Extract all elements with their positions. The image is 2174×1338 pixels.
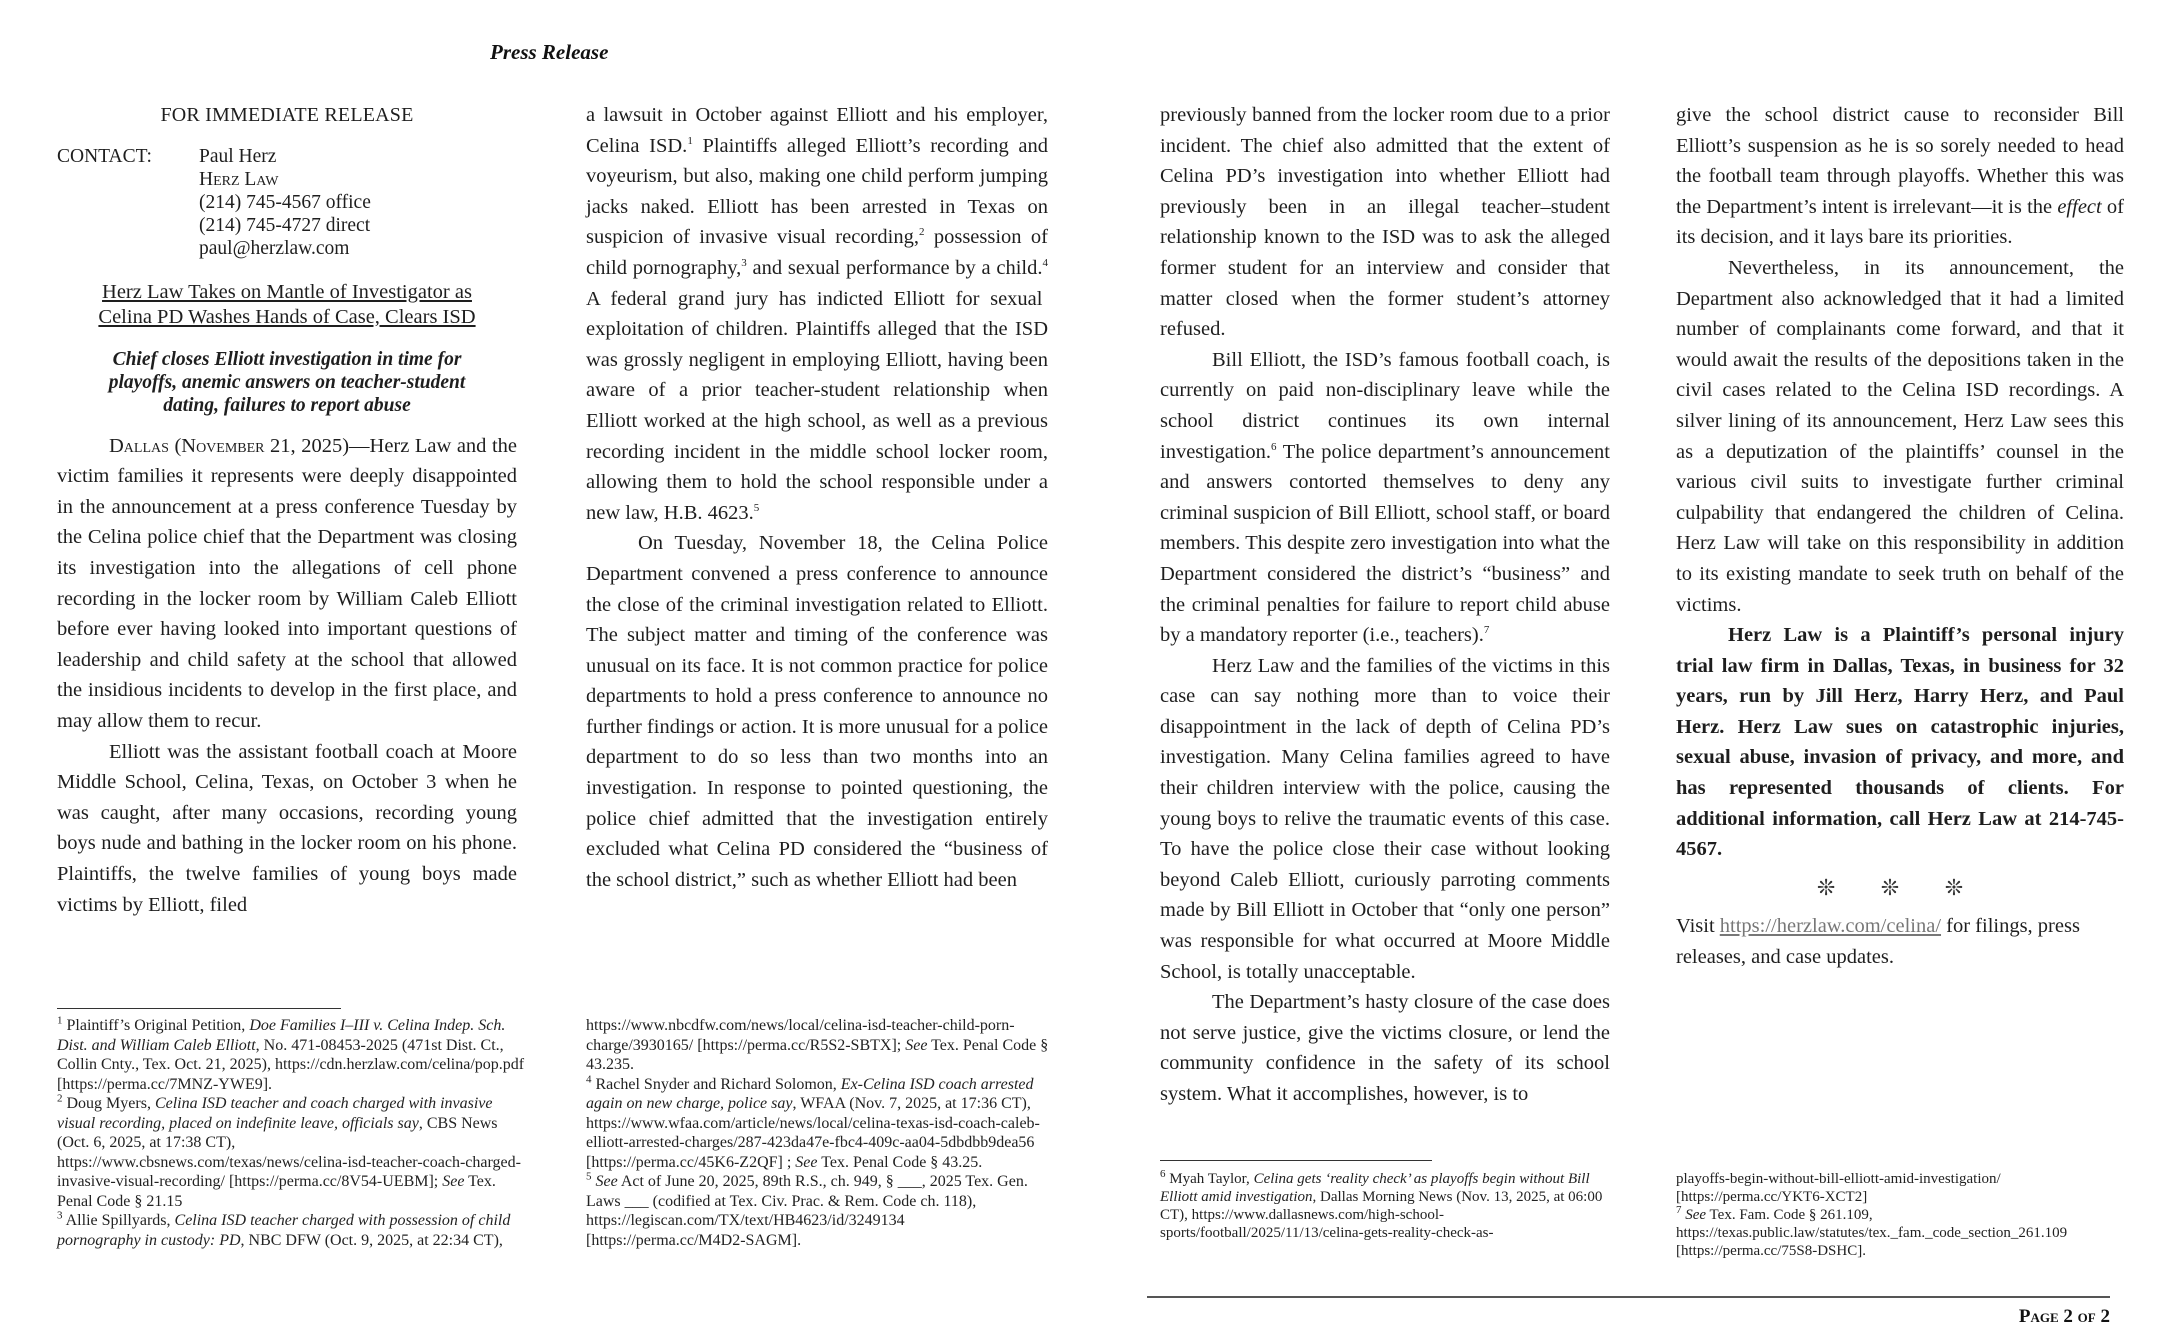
celina-link[interactable]: https://herzlaw.com/celina/ xyxy=(1719,915,1942,938)
headline-line-1: Herz Law Takes on Mantle of Investigator as xyxy=(102,280,472,303)
footnote-ref-2[interactable]: 2 xyxy=(918,226,925,239)
text: for filings, press releases, and case updates. xyxy=(1676,915,2080,969)
column-4 xyxy=(1676,100,2124,973)
paragraph-7: Nevertheless, in its announcement, the Department also acknowledged that it had a limited number of complainants come forward, and that it would await the results of the depositions taken in the civil cases related to the Celina ISD recordings. A silver lining of its announcement, Herz Law sees this as a deputization of the plaintiffs’ counsel in the various civil suits to investigate further criminal culpability that endangered the children of Celina. Herz Law will take on this responsibility in addition to its existing mandate to seek truth on behalf of the victims. xyxy=(1676,256,2124,616)
footnote-mark: 2 xyxy=(57,1092,63,1105)
signal: See xyxy=(795,1153,818,1171)
text: Bill Elliott, the ISD’s famous football coach, is currently on paid non-disciplinary leave while the school district continues its own internal investigation. xyxy=(1160,348,1610,463)
text: Plaintiffs alleged Elliott’s recording and voyeurism, but also, making one child perform jumping jacks naked. Elliott has been arrested in Texas on suspicion of invasive visual recording, xyxy=(586,134,1049,249)
article-title: Ex-Celina ISD coach arrested again on new charge, police say xyxy=(586,1075,1034,1112)
contact-direct-phone: (214) 745-4727 direct xyxy=(199,214,371,236)
column-2 xyxy=(586,100,1048,895)
text: Act of June 20, 2025, 89th R.S., ch. 949, § ___, 2025 Tex. Gen. Laws ___ (codified at Tex. Civ. Prac. & Rem. Code ch. 118), https://legiscan.com/TX/text/HB4623/id/3249134 [https://perma.cc/M4D2-SAGM]. xyxy=(586,1173,1028,1249)
headline xyxy=(57,280,517,330)
paragraph-5: Herz Law and the families of the victims in this case can say nothing more than to voice their disappointment in the lack of depth of Celina PD’s investigation. Many Celina families agreed to have their children interview with the police, causing the young boys to relive the traumatic events of this case. To have the police close their case without looking beyond Caleb Elliott, curiously parroting comments made by Bill Elliott in October that “only one person” was responsible for what occurred at Moore Middle School, is totally unacceptable. xyxy=(1160,654,1610,983)
contact-email: paul@herzlaw.com xyxy=(199,237,350,259)
contact-office-phone: (214) 745-4567 office xyxy=(199,191,371,213)
paragraph-3: On Tuesday, November 18, the Celina Police Department convened a press conference to announce the close of the criminal investigation related to Elliott. The subject matter and timing of the conference was unusual on its face. It is not common practice for police departments to hold a press conference to announce no further findings or action. It is more unusual for a police department to do so less than two months into an investigation. In response to pointed questioning, the police chief admitted that the investigation entirely excluded what Celina PD considered the “business of the school district,” such as whether Elliott had been xyxy=(586,532,1048,891)
footnotes-column-1 xyxy=(57,1016,527,1250)
text: The police department’s announcement and answers contorted themselves to deny any criminal suspicion of Bill Elliott, school staff, or board members. This despite zero investigation into what the Department considered the district’s “business” and the criminal penalties for failure to report child abuse by a mandatory reporter (i.e., teachers). xyxy=(1160,440,1610,647)
footnote-mark: 1 xyxy=(57,1014,63,1027)
signal: See xyxy=(905,1036,928,1054)
paragraph-6-continued xyxy=(1676,100,2124,253)
text: give the school district cause to reconsider Bill Elliott’s suspension as he is so sorely needed to head the football team through playoffs. Whether this was the Department’s intent is irrelevant—it is the xyxy=(1676,104,2124,218)
page-number: Page 2 of 2 xyxy=(2018,1306,2110,1327)
text: of its decision, and it lays bare its priorities. xyxy=(1676,195,2124,249)
article-title: Celina ISD teacher charged with possession of child pornography in custody: PD xyxy=(57,1212,511,1249)
text: Doug Myers, xyxy=(66,1095,155,1112)
dateline: Dallas (November 21, 2025) xyxy=(109,434,350,457)
subheadline: Chief closes Elliott investigation in time for playoffs, anemic answers on teacher-student dating, failures to report abuse xyxy=(108,348,466,416)
paragraph-2-continued xyxy=(586,100,1048,528)
emphasis: effect xyxy=(2057,195,2102,218)
paragraph-1-text: —Herz Law and the victim families it represents were deeply disappointed in the announcement at a press conference Tuesday by the Celina police chief that the Department was closing its investigation into the allegations of cell phone recording in the locker room by William Caleb Elliott before ever having looked into important questions of leadership and child safety at the school that allowed the insidious incidents to develop in the first place, and may allow them to recur. xyxy=(57,434,517,732)
page-footer-rule xyxy=(1147,1296,2110,1298)
text: and sexual performance by a child. xyxy=(746,256,1043,279)
footnote-mark: 4 xyxy=(586,1073,592,1086)
contact-label: CONTACT: xyxy=(57,145,152,167)
text: possession of child pornography, xyxy=(586,226,1048,279)
contact-block xyxy=(57,145,517,260)
text: Plaintiff’s Original Petition, xyxy=(66,1017,250,1034)
footnote-mark: 6 xyxy=(1160,1168,1166,1180)
footnotes-column-3 xyxy=(1160,1170,1620,1242)
headline-line-2: Celina PD Washes Hands of Case, Clears ISD xyxy=(98,305,476,328)
footnote-ref-6[interactable]: 6 xyxy=(1271,440,1277,453)
section-separator-icon: ❊ ❊ ❊ xyxy=(1816,874,1984,900)
footnote-6 xyxy=(1160,1170,1620,1242)
footnote-ref-7[interactable]: 7 xyxy=(1483,624,1490,637)
footnote-mark: 3 xyxy=(57,1209,63,1222)
footnotes-column-2 xyxy=(586,1016,1056,1250)
text: , NBC DFW (Oct. 9, 2025, at 22:34 CT), xyxy=(240,1231,503,1249)
footnote-rule xyxy=(57,1008,341,1009)
contact-firm: Herz Law xyxy=(199,168,279,190)
text: Tex. Penal Code § 43.25. xyxy=(817,1153,983,1171)
page-header-title: Press Release xyxy=(490,40,609,64)
text: , Dallas Morning News (Nov. 13, 2025, at 06:00 CT), https://www.dallasnews.com/high-school-sports/football/2025/11/13/celina-gets-reality-check-as- xyxy=(1160,1189,1603,1241)
signal: See xyxy=(1685,1207,1707,1223)
footnote-3 xyxy=(57,1211,527,1250)
column-3 xyxy=(1160,100,1610,1110)
text: Tex. Penal Code § 21.15 xyxy=(57,1173,496,1210)
footnote-6-continued: playoffs-begin-without-bill-elliott-amid-investigation/ [https://perma.cc/YKT6-XCT2] xyxy=(1676,1171,2001,1205)
footnote-1 xyxy=(57,1016,527,1094)
signal: See xyxy=(442,1173,465,1190)
text: , WFAA (Nov. 7, 2025, at 17:36 CT), https://www.wfaa.com/article/news/local/celina-texas-isd-coach-caleb-elliott-arrested-charges/287-423da47e-fbc4-409c-aa04-5dbdbb9dea56 [https://perma.cc/45K6-Z2QF] ; xyxy=(586,1095,1040,1171)
article-title: Celina gets ‘reality check’ as playoffs begin without Bill Elliott amid investigation xyxy=(1160,1171,1590,1205)
text: Visit xyxy=(1676,915,1720,938)
text: Tex. Fam. Code § 261.109, https://texas.public.law/statutes/tex._fam._code_section_261.109 [https://perma.cc/75S8-DSHC]. xyxy=(1676,1207,2068,1259)
footnotes-column-4 xyxy=(1676,1170,2126,1260)
footnote-rule xyxy=(1160,1160,1432,1161)
visit-line xyxy=(1676,911,2124,972)
contact-name: Paul Herz xyxy=(199,145,277,167)
text: Myah Taylor, xyxy=(1169,1171,1254,1187)
paragraph-3-continued: previously banned from the locker room due to a prior incident. The chief also admitted that the extent of Celina PD’s investigation into whether Elliott had previously been in an illegal teacher–student relationship known to the ISD was to ask the alleged former student for an interview and consider that matter closed when the former student’s attorney refused. xyxy=(1160,104,1610,341)
footnote-4 xyxy=(586,1075,1056,1173)
paragraph-6: The Department’s hasty closure of the case does not serve justice, give the victims closure, or lend the community confidence in the safety of its school system. What it accomplishes, however, is to xyxy=(1160,991,1610,1105)
footnote-ref-4[interactable]: 4 xyxy=(1042,257,1048,270)
signal: See xyxy=(595,1173,618,1190)
text: A federal grand jury has indicted Elliott for sexual exploitation of children. Plaintiffs alleged that the ISD was grossly negligent in employing Elliott, having been aware of a prior teacher-student relationship when Elliott worked at the high school, as well as a previous recording incident in the middle school locker room, allowing them to hold the school responsible under a new law, H.B. 4623. xyxy=(586,287,1048,524)
paragraph-4 xyxy=(1160,345,1610,651)
text: , No. 471-08453-2025 (471st Dist. Ct., Collin Cnty., Tex. Oct. 21, 2025), https://cdn.herzlaw.com/celina/pop.pdf [https://perma.cc/7MNZ-YWE9]. xyxy=(57,1036,525,1093)
footnote-2 xyxy=(57,1094,527,1211)
column-1 xyxy=(57,100,517,920)
footnote-ref-1[interactable]: 1 xyxy=(687,134,693,147)
text: Allie Spillyards, xyxy=(65,1212,175,1229)
footnote-7 xyxy=(1676,1206,2126,1260)
article-title: Celina ISD teacher and coach charged with invasive visual recording, placed on indefinite leave, officials say xyxy=(57,1095,493,1132)
footnote-ref-5[interactable]: 5 xyxy=(753,501,760,514)
text: a lawsuit in October against Elliott and his employer, Celina ISD. xyxy=(586,104,1048,157)
about-firm: Herz Law is a Plaintiff’s personal injury trial law firm in Dallas, Texas, in business for 32 years, run by Jill Herz, Harry Herz, and Paul Herz. Herz Law sues on catastrophic injuries, sexual abuse, invasion of privacy, and more, and has represented thousands of clients. For additional information, call Herz Law at 214-745-4567. xyxy=(1676,624,2124,861)
footnote-mark: 7 xyxy=(1676,1204,1682,1216)
footnote-mark: 5 xyxy=(586,1170,592,1183)
text: https://www.nbcdfw.com/news/local/celina-isd-teacher-child-porn-charge/3930165/ [https://perma.cc/R5S2-SBTX]; xyxy=(586,1017,1015,1054)
footnote-5 xyxy=(586,1172,1056,1250)
text: Rachel Snyder and Richard Solomon, xyxy=(595,1075,841,1093)
paragraph-2: Elliott was the assistant football coach at Moore Middle School, Celina, Texas, on October 3 when he was caught, after many occasions, recording young boys nude and bathing in the locker room on his phone. Plaintiffs, the twelve families of young boys made victims by Elliott, filed xyxy=(57,740,517,916)
footnote-3-continued xyxy=(586,1016,1056,1075)
text: , CBS News (Oct. 6, 2025, at 17:38 CT), https://www.cbsnews.com/texas/news/celina-isd-teacher-coach-charged-invasive-visual-recording/ [https://perma.cc/8V54-UEBM]; xyxy=(57,1114,521,1190)
footnote-ref-3[interactable]: 3 xyxy=(741,257,747,270)
text: Tex. Penal Code § 43.235. xyxy=(586,1036,1049,1073)
release-label: FOR IMMEDIATE RELEASE xyxy=(160,104,414,126)
case-title: Doe Families I–III v. Celina Indep. Sch. Dist. and William Caleb Elliott xyxy=(57,1017,506,1054)
paragraph-1 xyxy=(57,431,517,737)
